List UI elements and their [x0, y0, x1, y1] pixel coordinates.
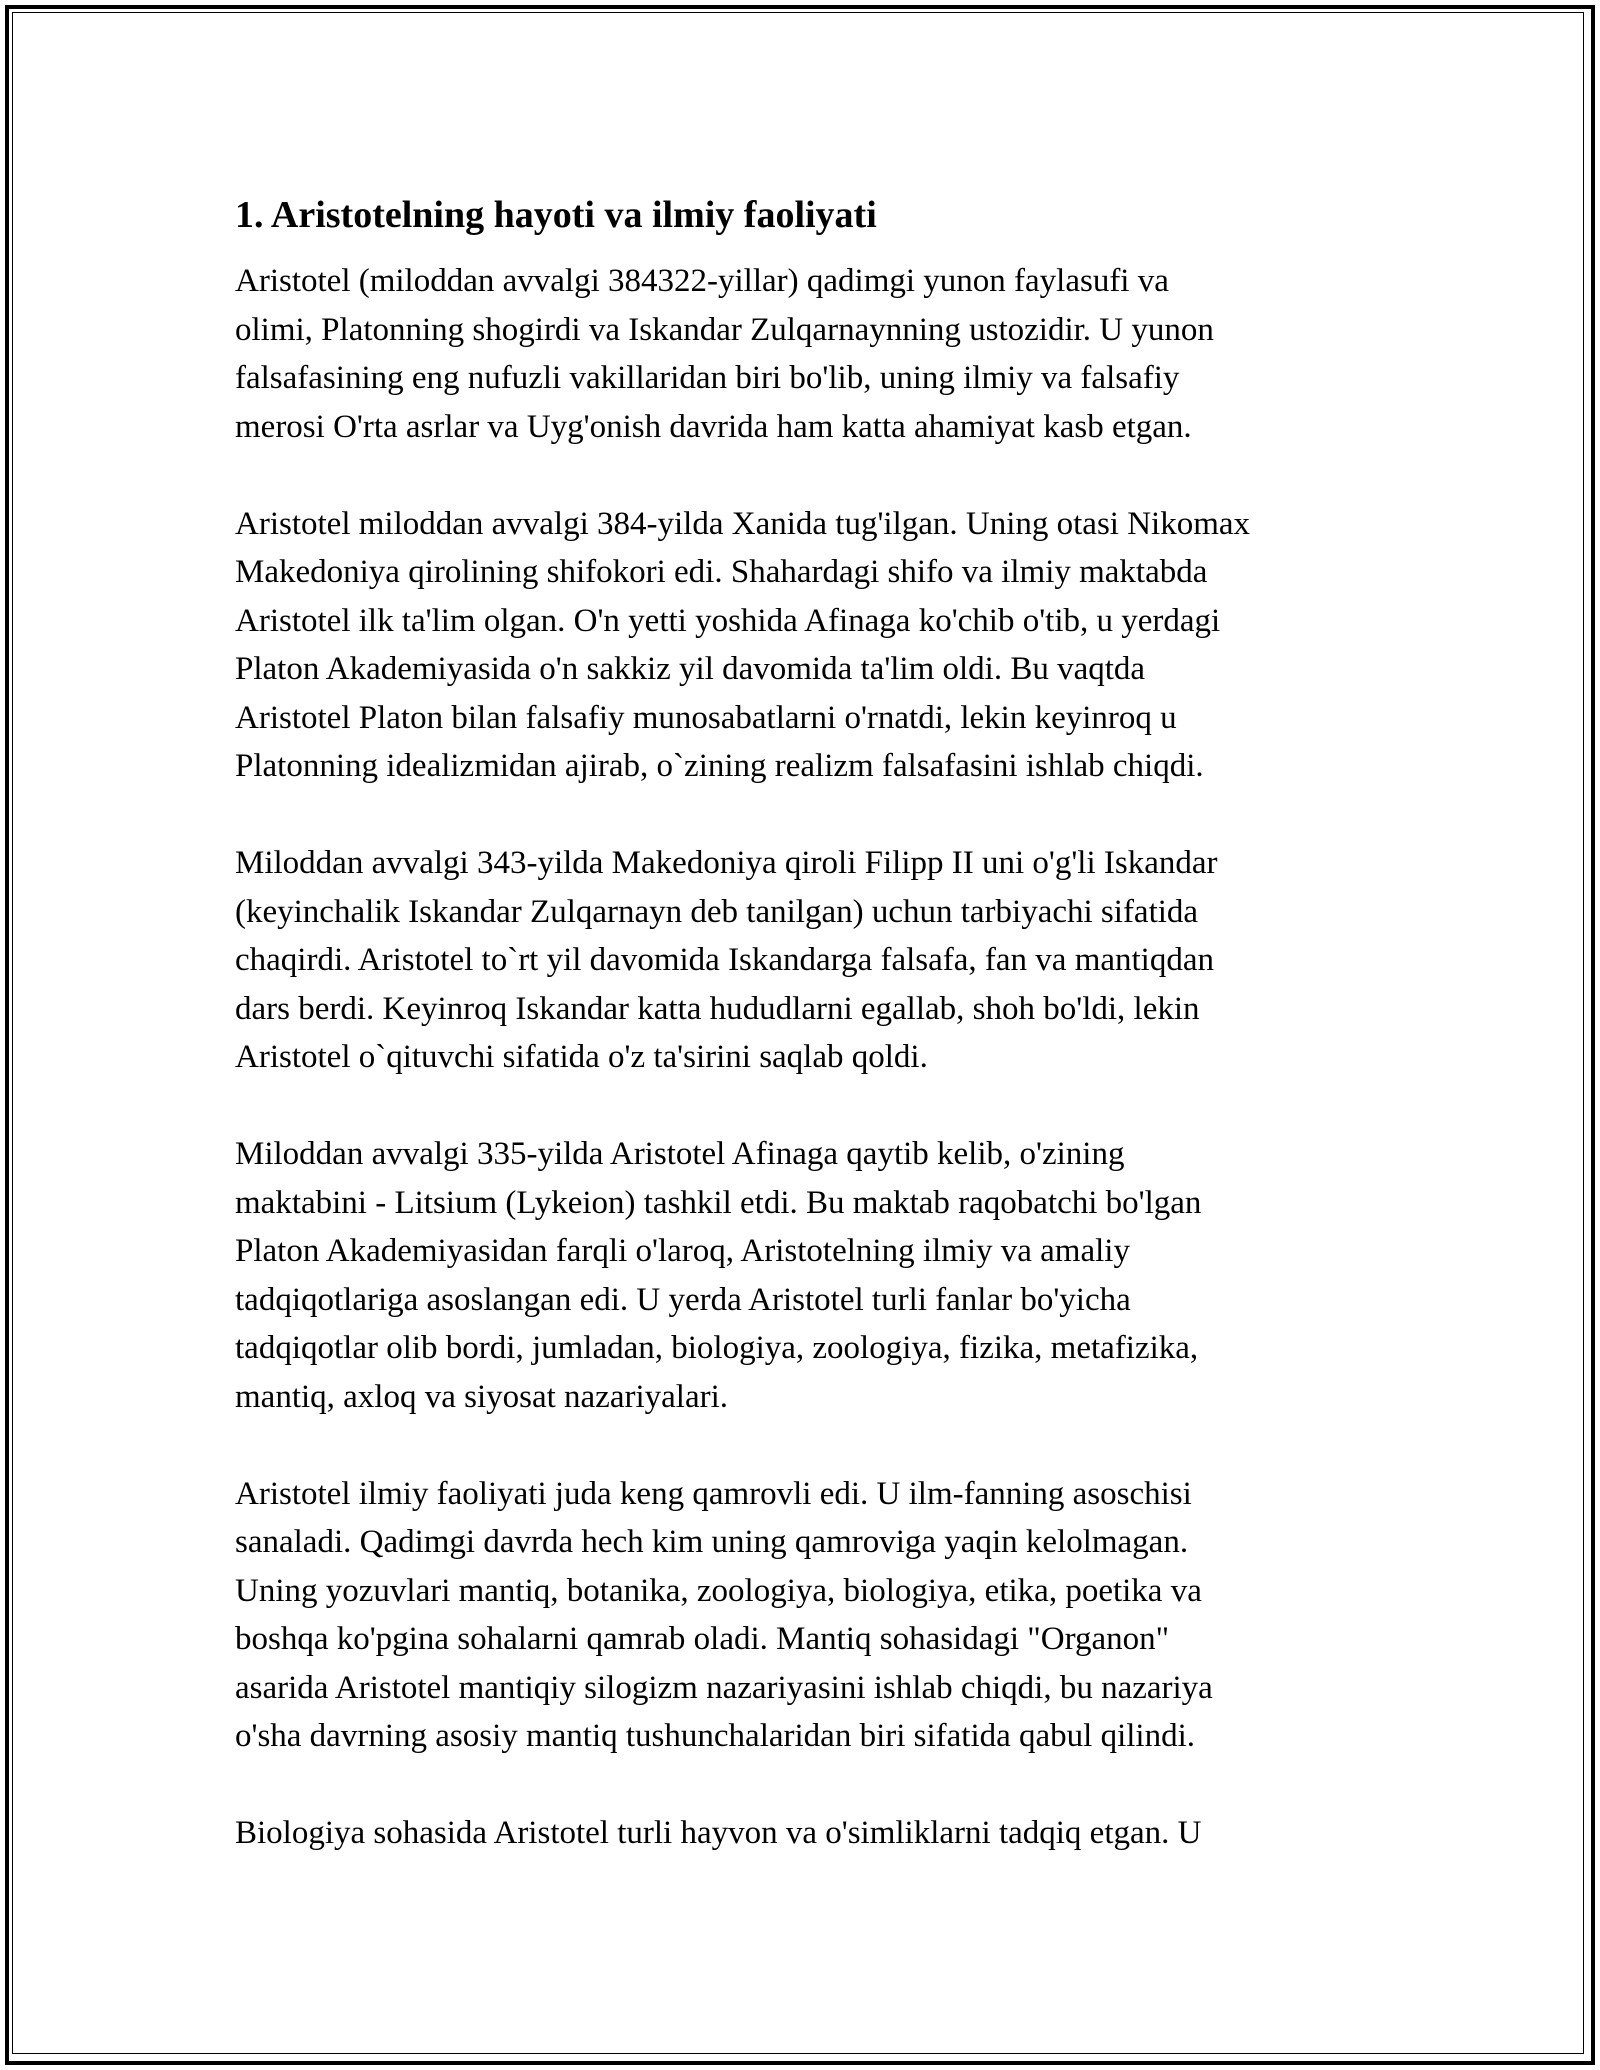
paragraph-line: Uning yozuvlari mantiq, botanika, zoologiya, biologiya, etika, poetika va — [235, 1572, 1202, 1609]
paragraph — [235, 257, 1375, 451]
paragraph-line: asarida Aristotel mantiqiy silogizm nazariyasini ishlab chiqdi, bu nazariya — [235, 1669, 1213, 1706]
paragraph-line: (keyinchalik Iskandar Zulqarnayn deb tanilgan) uchun tarbiyachi sifatida — [235, 893, 1199, 930]
paragraph — [235, 1470, 1375, 1761]
paragraph — [235, 500, 1375, 791]
document-body — [235, 185, 1375, 1906]
paragraph-line: tadqiqotlariga asoslangan edi. U yerda Aristotel turli fanlar bo'yicha — [235, 1281, 1131, 1318]
paragraph-line: olimi, Platonning shogirdi va Iskandar Zulqarnaynning ustozidir. U yunon — [235, 311, 1214, 348]
paragraph-line: Makedoniya qirolining shifokori edi. Shahardagi shifo va ilmiy maktabda — [235, 554, 1208, 590]
paragraph-list — [235, 257, 1375, 1858]
paragraph-line: boshqa ko'pgina sohalarni qamrab oladi. Mantiq sohasidagi "Organon" — [235, 1621, 1170, 1657]
section-heading: 1. Aristotelning hayoti va ilmiy faoliyati — [235, 194, 877, 236]
paragraph-line: falsafasining eng nufuzli vakillaridan biri bo'lib, uning ilmiy va falsafiy — [235, 360, 1180, 396]
paragraph-line: Platon Akademiyasida o'n sakkiz yil davomida ta'lim oldi. Bu vaqtda — [235, 651, 1146, 687]
paragraph-line: sanaladi. Qadimgi davrda hech kim uning qamroviga yaqin kelolmagan. — [235, 1524, 1189, 1560]
paragraph-line: Platon Akademiyasidan farqli o'laroq, Aristotelning ilmiy va amaliy — [235, 1233, 1130, 1269]
paragraph-line: Aristotel ilmiy faoliyati juda keng qamrovli edi. U ilm-fanning asoschisi — [235, 1475, 1192, 1512]
paragraph-line: merosi O'rta asrlar va Uyg'onish davrida ham katta ahamiyat kasb etgan. — [235, 408, 1192, 445]
paragraph-line: Platonning idealizmidan ajirab, o`zining realizm falsafasini ishlab chiqdi. — [235, 748, 1204, 784]
paragraph-line: chaqirdi. Aristotel to`rt yil davomida Iskandarga falsafa, fan va mantiqdan — [235, 942, 1214, 978]
paragraph-line: Miloddan avvalgi 343-yilda Makedoniya qiroli Filipp II uni o'g'li Iskandar — [235, 845, 1218, 881]
paragraph-line: Miloddan avvalgi 335-yilda Aristotel Afinaga qaytib kelib, o'zining — [235, 1136, 1125, 1172]
paragraph-line: o'sha davrning asosiy mantiq tushunchalaridan biri sifatida qabul qilindi. — [235, 1718, 1196, 1754]
paragraph-line: Aristotel o`qituvchi sifatida o'z ta'sirini saqlab qoldi. — [235, 1039, 928, 1075]
paragraph-line: dars berdi. Keyinroq Iskandar katta hududlarni egallab, shoh bo'ldi, lekin — [235, 990, 1200, 1027]
paragraph — [235, 1809, 1375, 1858]
paragraph-line: Aristotel (miloddan avvalgi 384322-yillar) qadimgi yunon faylasufi va — [235, 263, 1169, 299]
paragraph-line: Aristotel ilk ta'lim olgan. O'n yetti yoshida Afinaga ko'chib o'tib, u yerdagi — [235, 602, 1221, 639]
paragraph-line: Aristotel Platon bilan falsafiy munosabatlarni o'rnatdi, lekin keyinroq u — [235, 699, 1177, 736]
paragraph — [235, 1130, 1375, 1421]
paragraph-line: tadqiqotlar olib bordi, jumladan, biologiya, zoologiya, fizika, metafizika, — [235, 1330, 1199, 1366]
paragraph — [235, 839, 1375, 1082]
paragraph-line: maktabini - Litsium (Lykeion) tashkil etdi. Bu maktab raqobatchi bo'lgan — [235, 1184, 1202, 1221]
paragraph-line: Aristotel miloddan avvalgi 384-yilda Xanida tug'ilgan. Uning otasi Nikomax — [235, 505, 1251, 542]
paragraph-line: mantiq, axloq va siyosat nazariyalari. — [235, 1378, 729, 1415]
paragraph-line: Biologiya sohasida Aristotel turli hayvon va o'simliklarni tadqiq etgan. U — [235, 1815, 1202, 1851]
